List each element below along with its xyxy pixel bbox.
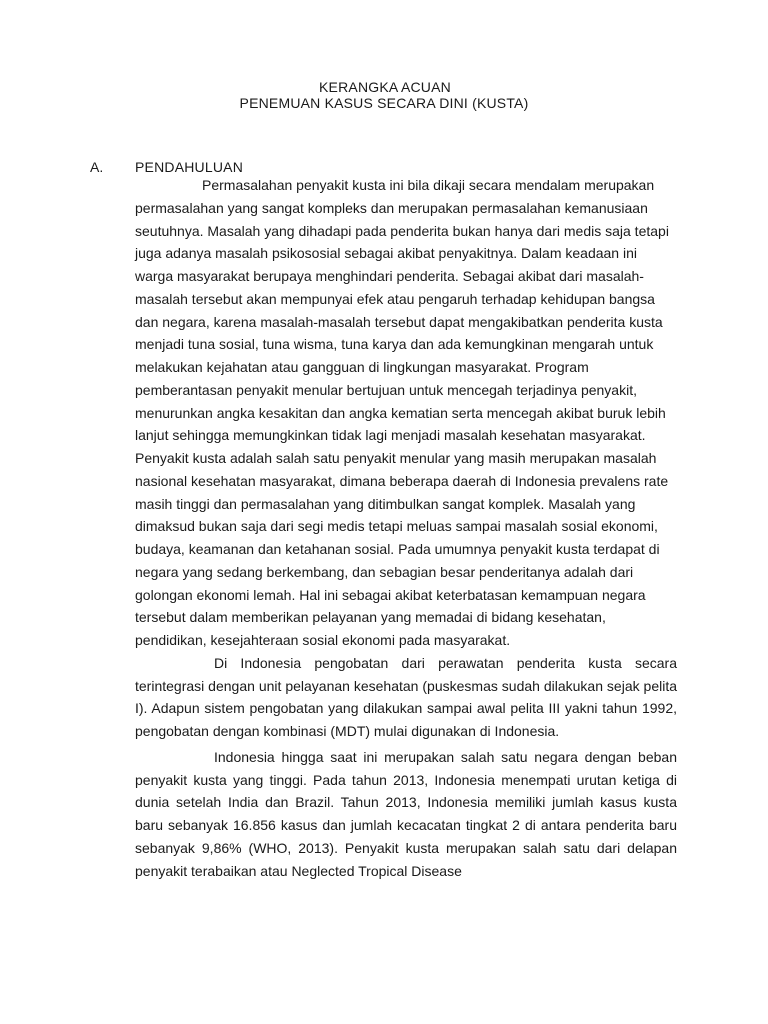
- section-number: A.: [90, 159, 104, 175]
- title-line-1: KERANGKA ACUAN: [319, 79, 451, 95]
- paragraph-2: Di Indonesia pengobatan dari perawatan penderita kusta secara terintegrasi dengan unit pelayanan kesehatan (puskesmas sudah dilakukan sejak pelita I). Adapun sistem pengobatan yang dilakukan sampai awal pelita III yakni tahun 1992, pengobatan dengan kombinasi (MDT) mulai digunakan di Indonesia.: [135, 654, 677, 739]
- paragraph-3: Indonesia hingga saat ini merupakan salah satu negara dengan beban penyakit kusta yang tinggi. Pada tahun 2013, Indonesia menempati urutan ketiga di dunia setelah India dan Brazil. Tahun 2013, Indonesia memiliki jumlah kasus kusta baru sebanyak 16.856 kasus dan jumlah kecacatan tingkat 2 di antara penderita baru sebanyak 9,86% (WHO, 2013). Penyakit kusta merupakan salah satu dari delapan penyakit terabaikan atau Neglected Tropical Disease: [135, 748, 677, 879]
- section-title: PENDAHULUAN: [135, 159, 243, 175]
- title-line-2: PENEMUAN KASUS SECARA DINI (KUSTA): [239, 95, 529, 111]
- section-body: [135, 174, 677, 882]
- paragraph-1: Permasalahan penyakit kusta ini bila dikaji secara mendalam merupakan permasalahan yang sangat kompleks dan merupakan permasalahan kemanusiaan seutuhnya. Masalah yang dihadapi pada penderita bukan hanya dari medis saja tetapi juga adanya masalah psikososial sebagai akibat penyakitnya. Dalam keadaan ini warga masyarakat berupaya menghindari penderita. Sebagai akibat dari masalah-masalah tersebut akan mempunyai efek atau pengaruh terhadap kehidupan bangsa dan negara, karena masalah-masalah tersebut dapat mengakibatkan penderita kusta menjadi tuna sosial, tuna wisma, tuna karya dan ada kemungkinan mengarah untuk melakukan kejahatan atau gangguan di lingkungan masyarakat. Program pemberantasan penyakit menular bertujuan untuk mencegah terjadinya penyakit, menurunkan angka kesakitan dan angka kematian serta mencegah akibat buruk lebih lanjut sehingga memungkinkan tidak lagi menjadi masalah kesehatan masyarakat. Penyakit kusta adalah salah satu penyakit menular yang masih merupakan masalah nasional kesehatan masyarakat, dimana beberapa daerah di Indonesia prevalens rate masih tinggi dan permasalahan yang ditimbulkan sangat komplek. Masalah yang dimaksud bukan saja dari segi medis tetapi meluas sampai masalah sosial ekonomi, budaya, keamanan dan ketahanan sosial. Pada umumnya penyakit kusta terdapat di negara yang sedang berkembang, dan sebagian besar penderitanya adalah dari golongan ekonomi lemah. Hal ini sebagai akibat keterbatasan kemampuan negara tersebut dalam memberikan pelayanan yang memadai di bidang kesehatan, pendidikan, kesejahteraan sosial ekonomi pada masyarakat.: [135, 177, 669, 648]
- document-title: [0, 79, 768, 111]
